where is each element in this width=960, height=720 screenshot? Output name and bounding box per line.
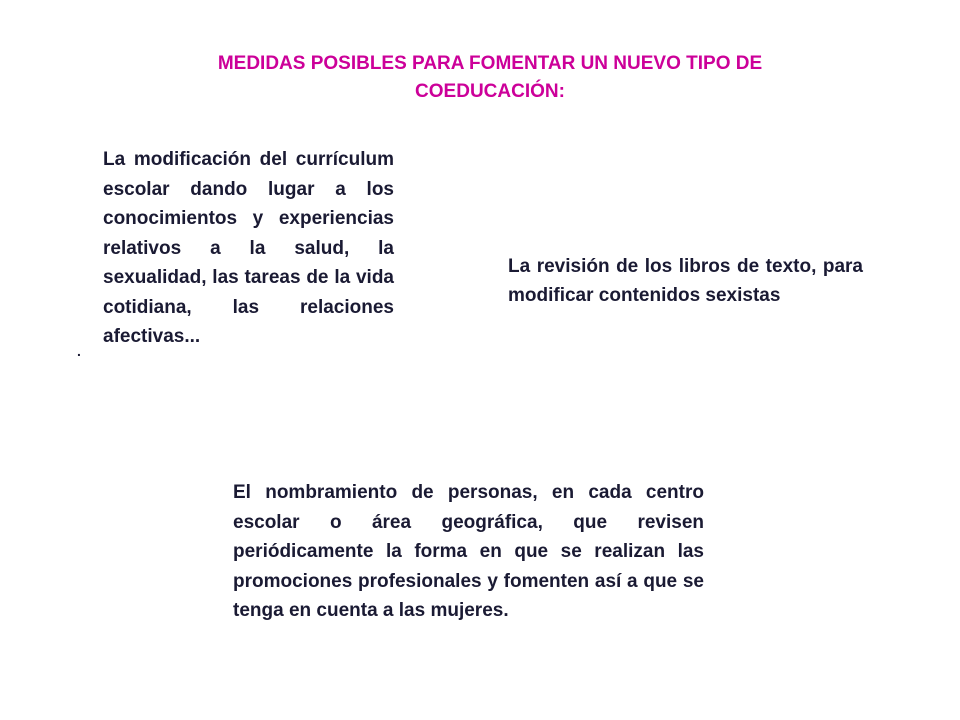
appointment-measure-text: El nombramiento de personas, en cada centro escolar o área geográfica, que revisen periódicamente la forma en que se realizan las promociones profesionales y fomenten así a que se tenga en cuenta a las mujeres. bbox=[233, 482, 704, 621]
slide-title-line-1: MEDIDAS POSIBLES PARA FOMENTAR UN NUEVO TIPO DE bbox=[217, 53, 763, 74]
slide-title bbox=[110, 50, 870, 106]
curriculum-measure-text: La modificación del currículum escolar dando lugar a los conocimientos y experiencias relativos a la salud, la sexualidad, las tareas de la vida cotidiana, las relaciones afectivas... bbox=[103, 149, 394, 347]
stray-dot: . bbox=[77, 343, 81, 359]
slide-title-line-2: COEDUCACIÓN: bbox=[415, 81, 565, 102]
textbook-revision-text: La revisión de los libros de texto, para modificar contenidos sexistas bbox=[508, 256, 863, 306]
